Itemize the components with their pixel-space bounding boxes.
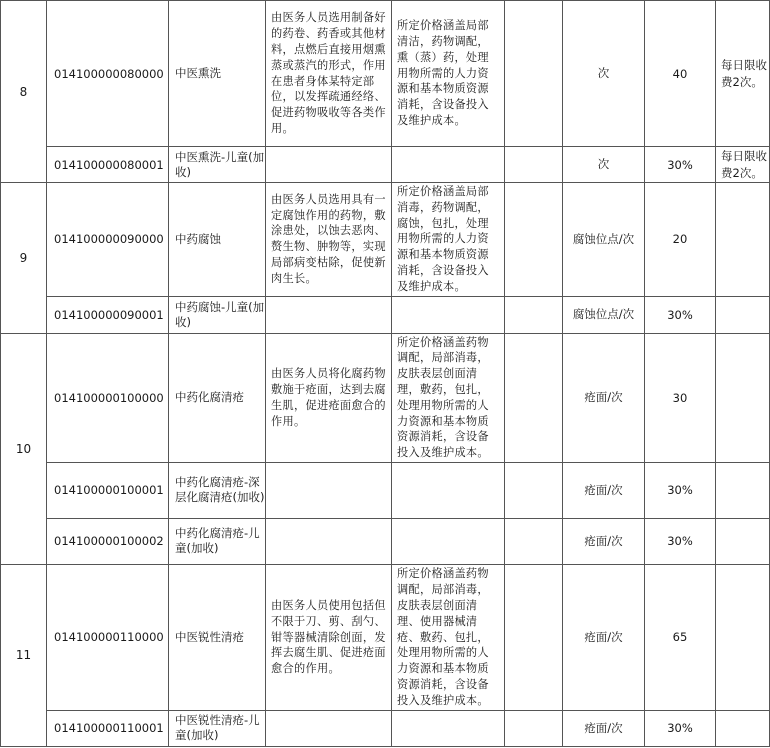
item-name: 中医熏洗-儿童(加收) bbox=[169, 147, 266, 183]
cost-scope bbox=[392, 147, 505, 183]
item-code: 014100000110001 bbox=[47, 710, 169, 746]
item-name: 中药化腐清疮-儿童(加收) bbox=[169, 518, 266, 564]
pricing-unit: 疮面/次 bbox=[563, 518, 645, 564]
price: 30% bbox=[645, 296, 716, 333]
empty-cell bbox=[505, 462, 563, 518]
item-name: 中药腐蚀-儿童(加收) bbox=[169, 296, 266, 333]
item-content bbox=[266, 147, 392, 183]
cost-scope: 所定价格涵盖药物调配，局部消毒，皮肤表层创面清理，敷药，包扎，处理用物所需的人力资源和基本物质资源消耗，含设备投入及维护成本。 bbox=[392, 333, 505, 462]
remark bbox=[716, 333, 770, 462]
item-content bbox=[266, 462, 392, 518]
item-name: 中医熏洗 bbox=[169, 1, 266, 147]
item-number: 8 bbox=[1, 1, 47, 183]
cost-scope: 所定价格涵盖药物调配，局部消毒，皮肤表层创面清理、使用器械清疮、敷药、包扎，处理用物所需的人力资源和基本物质资源消耗，含设备投入及维护成本。 bbox=[392, 564, 505, 710]
item-name: 中医锐性清疮-儿童(加收) bbox=[169, 710, 266, 746]
table-row bbox=[1, 183, 770, 297]
empty-cell bbox=[505, 1, 563, 147]
item-content: 由医务人员使用包括但不限于刀、剪、刮勺、钳等器械清除创面，发挥去腐生肌、促进疮面愈合的作用。 bbox=[266, 564, 392, 710]
item-code: 014100000100001 bbox=[47, 462, 169, 518]
cost-scope bbox=[392, 710, 505, 746]
item-content bbox=[266, 518, 392, 564]
empty-cell bbox=[505, 518, 563, 564]
item-name: 中药化腐清疮 bbox=[169, 333, 266, 462]
remark bbox=[716, 296, 770, 333]
item-code: 014100000090001 bbox=[47, 296, 169, 333]
item-content: 由医务人员将化腐药物敷施于疮面，达到去腐生肌，促进疮面愈合的作用。 bbox=[266, 333, 392, 462]
item-name: 中药腐蚀 bbox=[169, 183, 266, 297]
item-content bbox=[266, 710, 392, 746]
remark bbox=[716, 183, 770, 297]
cost-scope: 所定价格涵盖局部清洁，药物调配，熏（蒸）药，处理用物所需的人力资源和基本物质资源消耗，含设备投入及维护成本。 bbox=[392, 1, 505, 147]
price: 30% bbox=[645, 462, 716, 518]
cost-scope: 所定价格涵盖局部消毒，药物调配，腐蚀，包扎，处理用物所需的人力资源和基本物质资源消耗，含设备投入及维护成本。 bbox=[392, 183, 505, 297]
table-row bbox=[1, 710, 770, 746]
remark bbox=[716, 462, 770, 518]
item-name: 中医锐性清疮 bbox=[169, 564, 266, 710]
item-number: 11 bbox=[1, 564, 47, 746]
pricing-unit: 疮面/次 bbox=[563, 462, 645, 518]
item-code: 014100000100000 bbox=[47, 333, 169, 462]
pricing-unit: 次 bbox=[563, 1, 645, 147]
empty-cell bbox=[505, 147, 563, 183]
price: 30 bbox=[645, 333, 716, 462]
item-code: 014100000100002 bbox=[47, 518, 169, 564]
table-row bbox=[1, 462, 770, 518]
empty-cell bbox=[505, 296, 563, 333]
item-name: 中药化腐清疮-深层化腐清疮(加收) bbox=[169, 462, 266, 518]
item-code: 014100000110000 bbox=[47, 564, 169, 710]
remark bbox=[716, 518, 770, 564]
pricing-unit: 次 bbox=[563, 147, 645, 183]
empty-cell bbox=[505, 333, 563, 462]
table-row bbox=[1, 564, 770, 710]
price: 30% bbox=[645, 518, 716, 564]
pricing-unit: 疮面/次 bbox=[563, 564, 645, 710]
table-row bbox=[1, 518, 770, 564]
item-content: 由医务人员选用制备好的药卷、药香或其他材料，点燃后直接用烟熏蒸或蒸汽的形式，作用在患者身体某特定部位，以发挥疏通经络、促进药物吸收等各类作用。 bbox=[266, 1, 392, 147]
price: 20 bbox=[645, 183, 716, 297]
remark: 每日限收费2次。 bbox=[716, 1, 770, 147]
item-content bbox=[266, 296, 392, 333]
remark: 每日限收费2次。 bbox=[716, 147, 770, 183]
table-row bbox=[1, 1, 770, 147]
cost-scope bbox=[392, 462, 505, 518]
pricing-unit: 腐蚀位点/次 bbox=[563, 296, 645, 333]
item-code: 014100000080001 bbox=[47, 147, 169, 183]
table-row bbox=[1, 147, 770, 183]
pricing-unit: 腐蚀位点/次 bbox=[563, 183, 645, 297]
table-row bbox=[1, 333, 770, 462]
empty-cell bbox=[505, 710, 563, 746]
price: 40 bbox=[645, 1, 716, 147]
price: 30% bbox=[645, 147, 716, 183]
cost-scope bbox=[392, 296, 505, 333]
remark bbox=[716, 710, 770, 746]
cost-scope bbox=[392, 518, 505, 564]
item-code: 014100000090000 bbox=[47, 183, 169, 297]
price: 30% bbox=[645, 710, 716, 746]
remark bbox=[716, 564, 770, 710]
empty-cell bbox=[505, 564, 563, 710]
table-row bbox=[1, 296, 770, 333]
empty-cell bbox=[505, 183, 563, 297]
pricing-unit: 疮面/次 bbox=[563, 710, 645, 746]
pricing-unit: 疮面/次 bbox=[563, 333, 645, 462]
price: 65 bbox=[645, 564, 716, 710]
item-number: 10 bbox=[1, 333, 47, 564]
item-number: 9 bbox=[1, 183, 47, 334]
item-content: 由医务人员选用具有一定腐蚀作用的药物，敷涂患处，以蚀去恶肉、赘生物、肿物等，实现局部病变枯除，促使新肉生长。 bbox=[266, 183, 392, 297]
item-code: 014100000080000 bbox=[47, 1, 169, 147]
